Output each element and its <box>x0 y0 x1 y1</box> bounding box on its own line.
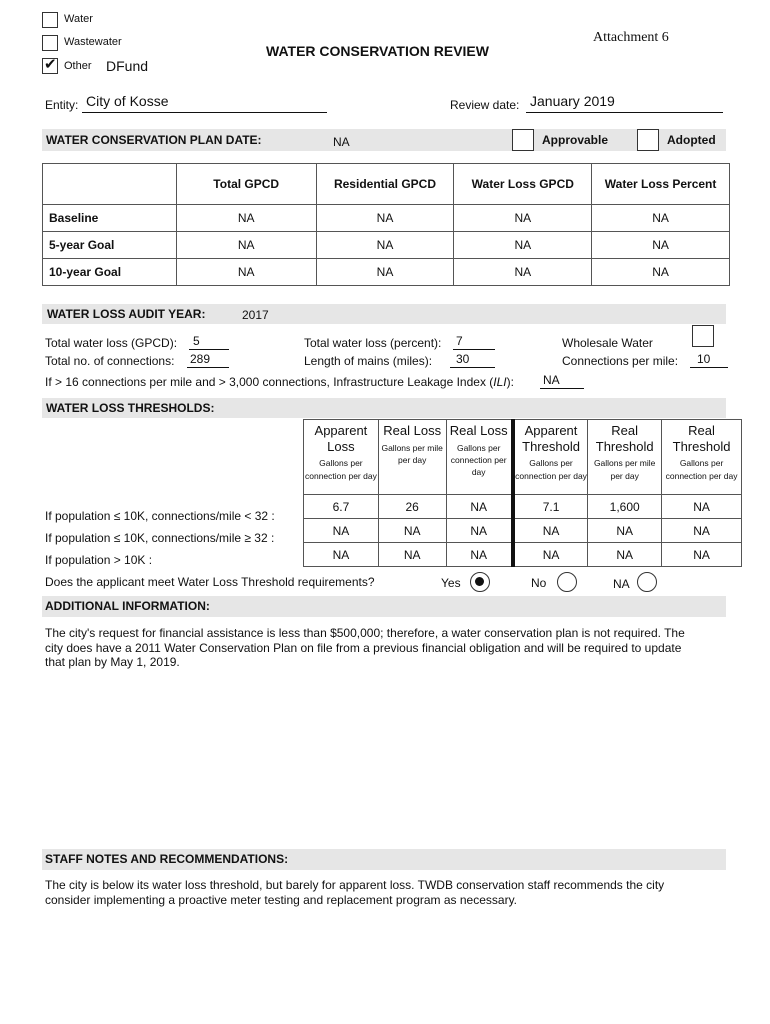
table-cell[interactable]: 26 <box>378 495 446 519</box>
total-loss-percent-field[interactable]: 7 <box>456 334 463 348</box>
staff-notes-label: STAFF NOTES AND RECOMMENDATIONS: <box>45 852 289 866</box>
review-date-label: Review date: <box>450 98 520 112</box>
table-cell[interactable]: NA <box>454 232 592 259</box>
row-label-baseline: Baseline <box>43 205 177 232</box>
review-date-field[interactable]: January 2019 <box>530 93 615 109</box>
table-cell[interactable]: NA <box>592 205 730 232</box>
thresholds-label: WATER LOSS THRESHOLDS: <box>46 401 215 415</box>
table-cell[interactable]: NA <box>588 543 662 567</box>
header-real-loss-connection <box>446 420 513 495</box>
table-cell[interactable]: NA <box>513 519 588 543</box>
wastewater-label: Wastewater <box>64 36 122 48</box>
table-cell[interactable]: NA <box>304 519 379 543</box>
other-value: DFund <box>106 58 149 74</box>
wastewater-checkbox[interactable] <box>42 35 58 51</box>
header-real-threshold-mile <box>588 420 662 495</box>
table-row <box>304 519 742 543</box>
table-cell[interactable]: NA <box>316 205 454 232</box>
table-cell[interactable]: NA <box>304 543 379 567</box>
entity-underline <box>82 112 327 113</box>
col-title: Real Threshold <box>672 423 731 454</box>
water-checkbox[interactable] <box>42 12 58 28</box>
threshold-question: Does the applicant meet Water Loss Threshold requirements? <box>45 575 375 589</box>
connections-per-mile-field[interactable]: 10 <box>697 352 711 366</box>
text-line: city does have a 2011 Water Conservation Plan on file from a previous financial obligation and will be required to update <box>45 640 682 655</box>
row-label-10-year-goal: 10-year Goal <box>43 259 177 286</box>
entity-label: Entity: <box>45 98 79 112</box>
connections-label: Total no. of connections: <box>45 354 175 368</box>
table-row <box>43 232 730 259</box>
table-cell[interactable]: 6.7 <box>304 495 379 519</box>
connections-underline <box>187 367 229 368</box>
other-label: Other <box>64 60 92 72</box>
table-cell[interactable]: 7.1 <box>513 495 588 519</box>
wholesale-label: Wholesale Water <box>562 336 653 350</box>
table-cell[interactable]: NA <box>446 495 513 519</box>
total-loss-gpcd-underline <box>189 349 229 350</box>
connections-per-mile-underline <box>690 367 728 368</box>
table-cell[interactable]: NA <box>176 232 316 259</box>
ili-underline <box>540 388 584 389</box>
col-title: Real Loss <box>449 423 508 438</box>
header-water-loss-gpcd: Water Loss GPCD <box>454 164 592 205</box>
ili-label-end: ): <box>506 375 514 389</box>
col-title: Real Threshold <box>595 423 654 454</box>
col-title: Real Loss <box>383 423 442 438</box>
additional-info-label: ADDITIONAL INFORMATION: <box>45 599 210 613</box>
gpcd-header-row <box>43 164 730 205</box>
table-cell[interactable]: NA <box>446 519 513 543</box>
text-line: The city is below its water loss threshold, but barely for apparent loss. TWDB conservation staff recommends the city <box>45 878 665 892</box>
yes-label: Yes <box>441 576 461 590</box>
approvable-label: Approvable <box>542 133 609 147</box>
table-row <box>43 205 730 232</box>
total-loss-percent-underline <box>453 349 495 350</box>
col-title: Apparent Threshold <box>522 423 580 454</box>
connections-field[interactable]: 289 <box>190 352 211 366</box>
approvable-checkbox[interactable] <box>512 129 534 151</box>
table-row <box>304 543 742 567</box>
table-row <box>304 495 742 519</box>
mains-underline <box>450 367 495 368</box>
gpcd-table <box>42 163 730 286</box>
ili-label <box>45 375 514 389</box>
threshold-row-label-2: If population ≤ 10K, connections/mile ≥ 32 : <box>45 531 275 545</box>
header-water-loss-percent: Water Loss Percent <box>592 164 730 205</box>
ili-label-italic: ILI <box>493 375 507 389</box>
col-sub: Gallons per connection per day <box>515 458 587 481</box>
plan-date-label: WATER CONSERVATION PLAN DATE: <box>46 133 262 147</box>
radio-selected-dot <box>475 577 484 586</box>
col-sub: Gallons per connection per day <box>450 442 507 478</box>
review-date-underline <box>526 112 723 113</box>
text-line: consider implementing a proactive meter testing and replacement program as necessary. <box>45 892 518 907</box>
total-loss-gpcd-field[interactable]: 5 <box>193 334 200 348</box>
row-label-5-year-goal: 5-year Goal <box>43 232 177 259</box>
attachment-label: Attachment 6 <box>593 30 669 45</box>
ili-field[interactable]: NA <box>543 373 560 387</box>
col-sub: Gallons per mile per day <box>381 442 443 465</box>
threshold-row-label-1: If population ≤ 10K, connections/mile < 32 : <box>45 509 275 523</box>
header-real-loss-mile <box>378 420 446 495</box>
table-cell[interactable]: NA <box>454 259 592 286</box>
table-cell[interactable]: NA <box>513 543 588 567</box>
text-line: The city's request for financial assistance is less than $500,000; therefore, a water conservation plan is not required. The <box>45 626 685 640</box>
table-cell[interactable]: NA <box>662 543 742 567</box>
col-sub: Gallons per mile per day <box>593 458 656 481</box>
table-cell[interactable]: 1,600 <box>588 495 662 519</box>
table-cell[interactable]: NA <box>378 543 446 567</box>
gpcd-corner-cell <box>43 164 177 205</box>
audit-year-label: WATER LOSS AUDIT YEAR: <box>47 307 206 321</box>
entity-field[interactable]: City of Kosse <box>86 93 169 109</box>
col-sub: Gallons per connection per day <box>665 458 738 481</box>
total-loss-percent-label: Total water loss (percent): <box>304 336 442 350</box>
plan-date-value[interactable]: NA <box>333 135 350 149</box>
table-cell[interactable]: NA <box>662 495 742 519</box>
na-radio[interactable] <box>637 572 657 592</box>
yes-radio[interactable] <box>470 572 490 592</box>
threshold-row-label-3: If population > 10K : <box>45 553 153 567</box>
table-cell[interactable]: NA <box>176 205 316 232</box>
table-row <box>43 259 730 286</box>
table-cell[interactable]: NA <box>454 205 592 232</box>
header-real-threshold-connection <box>662 420 742 495</box>
staff-notes-text[interactable] <box>45 878 735 907</box>
total-loss-gpcd-label: Total water loss (GPCD): <box>45 336 178 350</box>
additional-info-text[interactable] <box>45 626 735 670</box>
header-total-gpcd: Total GPCD <box>176 164 316 205</box>
ili-label-start: If > 16 connections per mile and > 3,000 connections, Infrastructure Leakage Index ( <box>45 375 494 389</box>
page-title: WATER CONSERVATION REVIEW <box>266 43 489 59</box>
audit-year-value[interactable]: 2017 <box>242 308 269 322</box>
table-cell[interactable]: NA <box>662 519 742 543</box>
connections-per-mile-label: Connections per mile: <box>562 354 679 368</box>
no-radio[interactable] <box>557 572 577 592</box>
no-label: No <box>531 576 547 590</box>
na-label: NA <box>613 577 630 591</box>
mains-field[interactable]: 30 <box>456 352 470 366</box>
other-checkbox[interactable] <box>42 58 58 74</box>
water-label: Water <box>64 13 93 25</box>
wholesale-checkbox[interactable] <box>692 325 714 347</box>
table-cell[interactable]: NA <box>592 232 730 259</box>
adopted-checkbox[interactable] <box>637 129 659 151</box>
table-cell[interactable]: NA <box>316 259 454 286</box>
table-cell[interactable]: NA <box>378 519 446 543</box>
text-line: that plan by May 1, 2019. <box>45 655 180 669</box>
thresholds-table <box>303 419 742 567</box>
header-apparent-threshold <box>513 420 588 495</box>
check-mark-icon: ✔ <box>44 56 57 73</box>
table-cell[interactable]: NA <box>592 259 730 286</box>
table-cell[interactable]: NA <box>446 543 513 567</box>
table-cell[interactable]: NA <box>588 519 662 543</box>
header-apparent-loss <box>304 420 379 495</box>
header-residential-gpcd: Residential GPCD <box>316 164 454 205</box>
mains-label: Length of mains (miles): <box>304 354 433 368</box>
adopted-label: Adopted <box>667 133 716 147</box>
col-sub: Gallons per connection per day <box>305 458 377 481</box>
thresholds-header-row <box>304 420 742 495</box>
table-cell[interactable]: NA <box>176 259 316 286</box>
col-title: Apparent Loss <box>314 423 368 454</box>
table-cell[interactable]: NA <box>316 232 454 259</box>
